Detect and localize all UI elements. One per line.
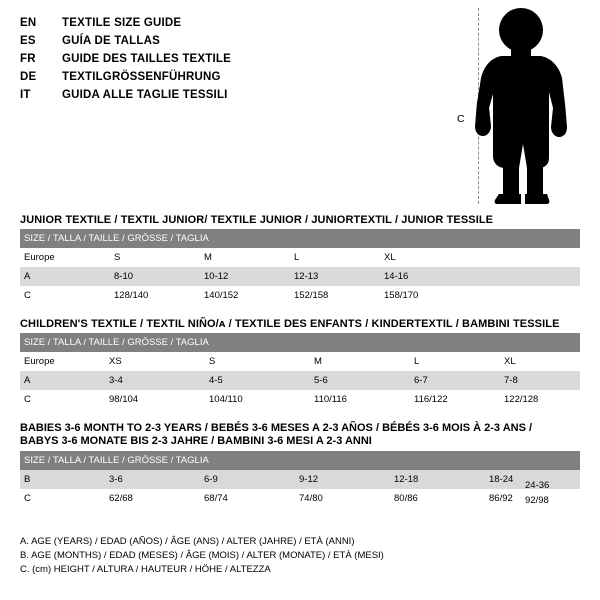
cell: 116/122: [410, 390, 500, 409]
col-header: Europe: [20, 248, 110, 267]
language-row: [20, 32, 420, 50]
language-code: DE: [20, 71, 37, 83]
legend-line: C. (cm) HEIGHT / ALTURA / HAUTEUR / HÖHE / ALTEZZA: [20, 564, 271, 575]
child-silhouette-icon: [465, 8, 585, 208]
language-title: GUIDA ALLE TAGLIE TESSILI: [62, 89, 228, 101]
cell: 12-18: [390, 470, 485, 489]
language-title-block: [20, 14, 420, 104]
col-header: XL: [380, 248, 470, 267]
col-header: Europe: [20, 352, 105, 371]
legend-line: A. AGE (YEARS) / EDAD (AÑOS) / ÂGE (ANS) / ALTER (JAHRE) / ETÀ (ANNI): [20, 536, 355, 547]
section-title: [20, 422, 580, 448]
table-row: [20, 470, 580, 489]
cell: 3-4: [105, 371, 205, 390]
table-band-row: [20, 229, 580, 248]
section-title-line: BABIES 3-6 MONTH TO 2-3 YEARS / BEBÉS 3-6 MESES A 2-3 AÑOS / BÉBÉS 3-6 MOIS À 2-3 ANS /: [20, 422, 533, 434]
language-row: [20, 50, 420, 68]
language-code: EN: [20, 17, 37, 29]
cell: 122/128: [500, 390, 580, 409]
table-band-row: [20, 333, 580, 352]
col-header: M: [200, 248, 290, 267]
band-label: SIZE / TALLA / TAILLE / GRÖSSE / TAGLIA: [20, 333, 580, 352]
cell: 4-5: [205, 371, 310, 390]
cell: 86/92: [485, 489, 580, 508]
table-row: [20, 267, 580, 286]
cell: 152/158: [290, 286, 380, 305]
cell: 110/116: [310, 390, 410, 409]
cell: 3-6: [105, 470, 200, 489]
language-title: TEXTILGRÖSSENFÜHRUNG: [62, 71, 221, 83]
language-title: GUIDE DES TAILLES TEXTILE: [62, 53, 231, 65]
measure-label-c: C: [457, 113, 465, 125]
section-title: CHILDREN'S TEXTILE / TEXTIL NIÑO/ᴀ / TEXTILE DES ENFANTS / KINDERTEXTIL / BAMBINI TESSILE: [20, 318, 560, 330]
cell: 18-24: [485, 470, 580, 489]
legend-block: [20, 535, 580, 577]
language-code: ES: [20, 35, 36, 47]
language-title: TEXTILE SIZE GUIDE: [62, 17, 182, 29]
cell: 7-8: [500, 371, 580, 390]
children-size-table: [20, 333, 580, 409]
language-row: [20, 14, 420, 32]
cell: 80/86: [390, 489, 485, 508]
cell: 24-36: [525, 480, 550, 491]
language-code: FR: [20, 53, 36, 65]
cell: 74/80: [295, 489, 390, 508]
band-label: SIZE / TALLA / TAILLE / GRÖSSE / TAGLIA: [20, 229, 580, 248]
band-label: SIZE / TALLA / TAILLE / GRÖSSE / TAGLIA: [20, 451, 580, 470]
junior-size-table: [20, 229, 580, 305]
col-header: S: [110, 248, 200, 267]
row-label: C: [20, 286, 110, 305]
cell: 98/104: [105, 390, 205, 409]
language-title: GUÍA DE TALLAS: [62, 35, 160, 47]
col-header: XS: [105, 352, 205, 371]
table-header-row: [20, 248, 580, 267]
cell: 140/152: [200, 286, 290, 305]
language-code: IT: [20, 89, 31, 101]
cell: 12-13: [290, 267, 380, 286]
cell: 10-12: [200, 267, 290, 286]
table-band-row: [20, 451, 580, 470]
col-header: L: [410, 352, 500, 371]
row-label: A: [20, 267, 110, 286]
legend-line: B. AGE (MONTHS) / EDAD (MESES) / ÂGE (MOIS) / ALTER (MONATE) / ETÀ (MESI): [20, 550, 384, 561]
cell: 68/74: [200, 489, 295, 508]
col-header: XL: [500, 352, 580, 371]
cell: 128/140: [110, 286, 200, 305]
section-title-line: BABYS 3-6 MONATE BIS 2-3 JAHRE / BAMBINI 3-6 MESI A 2-3 ANNI: [20, 435, 372, 447]
col-header: M: [310, 352, 410, 371]
row-label: A: [20, 371, 105, 390]
section-babies: [20, 422, 580, 508]
cell: 9-12: [295, 470, 390, 489]
section-junior: [20, 214, 580, 305]
table-row: [20, 489, 580, 508]
language-row: [20, 68, 420, 86]
cell: 6-9: [200, 470, 295, 489]
language-row: [20, 86, 420, 104]
cell: 92/98: [525, 495, 549, 506]
table-row: [20, 390, 580, 409]
babies-size-table: [20, 451, 580, 508]
col-header: S: [205, 352, 310, 371]
cell: 14-16: [380, 267, 470, 286]
cell: 62/68: [105, 489, 200, 508]
cell: 6-7: [410, 371, 500, 390]
table-row: [20, 286, 580, 305]
col-header: L: [290, 248, 380, 267]
section-title: JUNIOR TEXTILE / TEXTIL JUNIOR/ TEXTILE JUNIOR / JUNIORTEXTIL / JUNIOR TESSILE: [20, 214, 494, 226]
cell: 104/110: [205, 390, 310, 409]
table-header-row: [20, 352, 580, 371]
table-row: [20, 371, 580, 390]
row-label: B: [20, 470, 105, 489]
cell: 5-6: [310, 371, 410, 390]
row-label: C: [20, 489, 105, 508]
row-label: C: [20, 390, 105, 409]
section-children: [20, 318, 580, 409]
cell: 8-10: [110, 267, 200, 286]
cell: 158/170: [380, 286, 470, 305]
measurement-figure: [445, 8, 585, 208]
